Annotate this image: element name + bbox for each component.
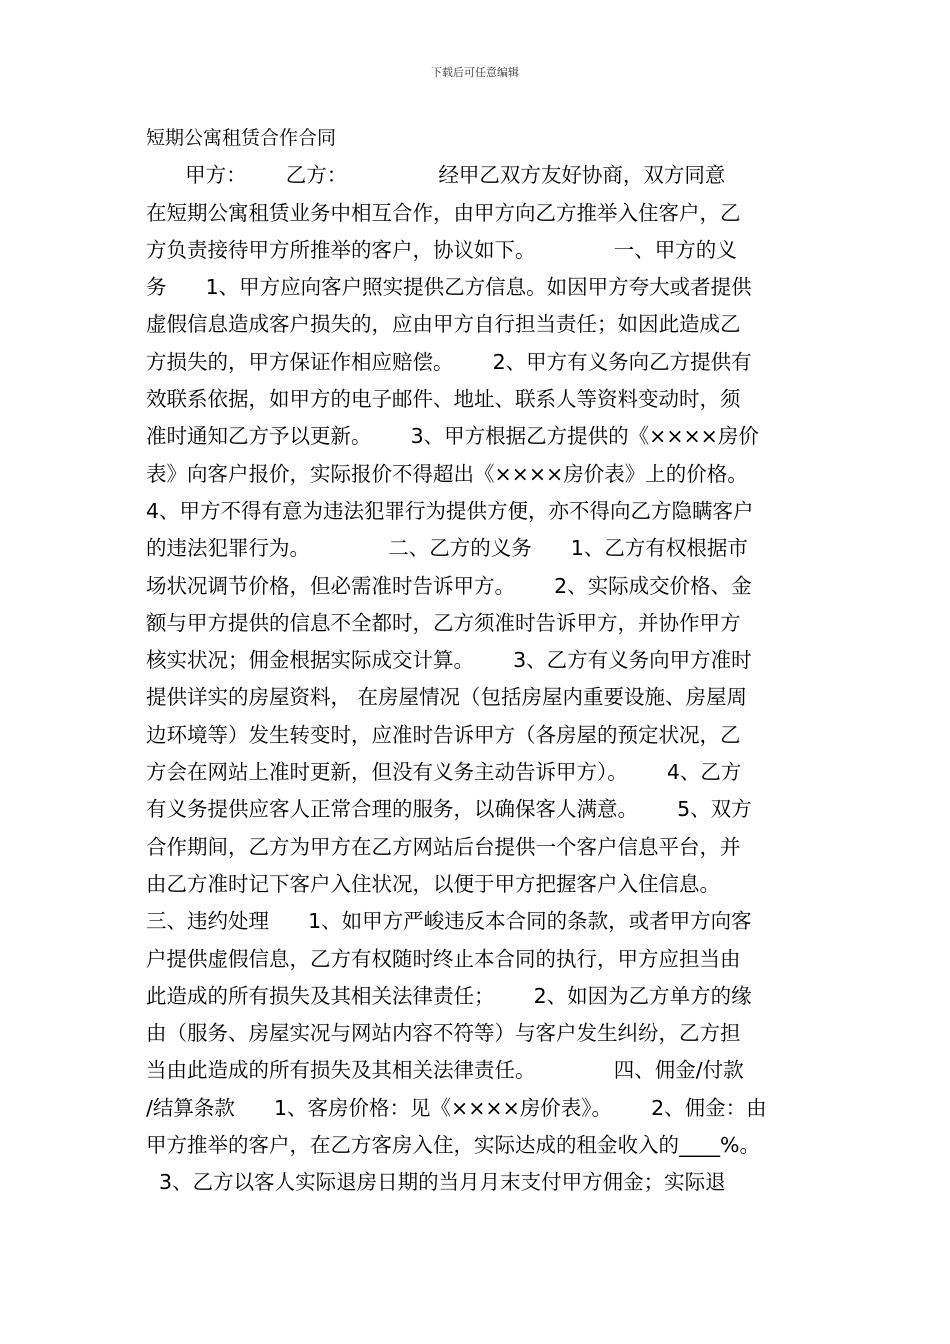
- text-line: 由（服务、房屋实况与网站内容不符等）与客户发生纠纷，乙方担: [146, 1021, 741, 1046]
- text-line: 虚假信息造成客户损失的，应由甲方自行担当责任；如因此造成乙: [146, 312, 741, 337]
- text-line: 边环境等）发生转变时，应准时告诉甲方（各房屋的预定状况，乙: [146, 722, 741, 747]
- text-line: 表》向客户报价，实际报价不得超出《××××房价表》上的价格。: [146, 461, 748, 486]
- contract-title: 短期公寓租赁合作合同: [146, 127, 337, 149]
- text-line: 额与甲方提供的信息不全都时，乙方须准时告诉甲方，并协作甲方: [146, 610, 741, 635]
- text-line: 三、违约处理 1、如甲方严峻违反本合同的条款，或者甲方向客: [146, 909, 752, 934]
- text-line: 3、乙方以客人实际退房日期的当月月末支付甲方佣金；实际退: [146, 1170, 726, 1195]
- text-line: 的违法犯罪行为。 二、乙方的义务 1、乙方有权根据市: [146, 536, 748, 561]
- text-line: 此造成的所有损失及其相关法律责任； 2、如因为乙方单方的缘: [146, 983, 752, 1008]
- text-line: 效联系依据，如甲方的电子邮件、地址、联系人等资料变动时，须: [146, 387, 741, 412]
- text-line: 合作期间，乙方为甲方在乙方网站后台提供一个客户信息平台，并: [146, 834, 741, 859]
- text-line: 准时通知乙方予以更新。 3、甲方根据乙方提供的《××××房价: [146, 424, 759, 449]
- text-line: 方负责接待甲方所推举的客户，协议如下。 一、甲方的义: [146, 237, 737, 262]
- text-line: 务 1、甲方应向客户照实提供乙方信息。如因甲方夸大或者提供: [146, 275, 752, 300]
- text-line: 方损失的，甲方保证作相应赔偿。 2、甲方有义务向乙方提供有: [146, 349, 752, 374]
- text-line: 在短期公寓租赁业务中相互合作，由甲方向乙方推举入住客户，乙: [146, 200, 741, 225]
- text-line: 核实状况；佣金根据实际成交计算。 3、乙方有义务向甲方准时: [146, 648, 752, 673]
- text-line: /结算条款 1、客房价格：见《××××房价表》。 2、佣金：由: [146, 1095, 767, 1120]
- text-line: 场状况调节价格，但必需准时告诉甲方。 2、实际成交价格、金: [146, 573, 752, 598]
- text-line: 4、甲方不得有意为违法犯罪行为提供方便，亦不得向乙方隐瞒客户: [146, 498, 754, 523]
- text-line: 甲方： 乙方： 经甲乙双方友好协商，双方同意: [146, 163, 726, 188]
- page-header: 下载后可任意编辑: [431, 66, 519, 79]
- contract-body: [146, 120, 826, 1202]
- text-line: 提供详实的房屋资料， 在房屋情况（包括房屋内重要设施、房屋周: [146, 685, 748, 710]
- text-line: 甲方推举的客户，在乙方客房入住，实际达成的租金收入的____%。: [146, 1133, 760, 1158]
- text-line: 方会在网站上准时更新，但没有义务主动告诉甲方）。 4、乙方: [146, 760, 742, 785]
- text-line: 户提供虚假信息，乙方有权随时终止本合同的执行，甲方应担当由: [146, 946, 741, 971]
- text-line: 有义务提供应客人正常合理的服务，以确保客人满意。 5、双方: [146, 797, 752, 822]
- text-line: 当由此造成的所有损失及其相关法律责任。 四、佣金/付款: [146, 1058, 744, 1083]
- text-line: 由乙方准时记下客户入住状况，以便于甲方把握客户入住信息。: [146, 871, 720, 896]
